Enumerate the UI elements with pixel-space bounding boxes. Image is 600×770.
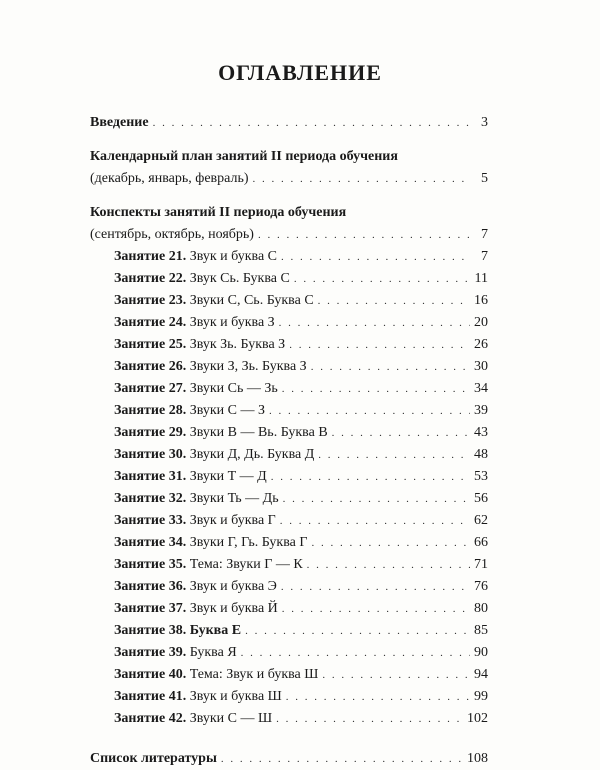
toc-entry-lesson[interactable] [90, 312, 488, 334]
toc-page-number: 20 [474, 315, 488, 330]
leader-dots [307, 554, 470, 576]
toc-entry-label [114, 532, 307, 554]
toc-page-number: 39 [474, 403, 488, 418]
toc-entry-lesson[interactable] [90, 488, 488, 510]
toc-entry-label [114, 378, 278, 400]
toc-entry-label [114, 246, 277, 268]
lesson-title: Звук и буква Г [189, 513, 276, 528]
toc-entry-lesson[interactable] [90, 444, 488, 466]
toc-entry-label [114, 334, 285, 356]
leader-dots [286, 686, 470, 708]
toc-page-number: 85 [474, 623, 488, 638]
leader-dots [153, 112, 470, 134]
toc-page-number: 34 [474, 381, 488, 396]
leader-dots [281, 576, 470, 598]
toc-entry-label [114, 510, 276, 532]
lesson-number: Занятие 39. [114, 645, 187, 660]
lesson-number: Занятие 35. [114, 557, 187, 572]
lesson-title: Звук и буква С [189, 249, 277, 264]
toc-entry-label [114, 400, 265, 422]
toc-entry-label [114, 686, 282, 708]
lesson-number: Занятие 21. [114, 249, 187, 264]
toc-entry-label: (сентябрь, октябрь, ноябрь) [90, 227, 254, 242]
lesson-number: Занятие 26. [114, 359, 187, 374]
toc-page-number: 76 [474, 579, 488, 594]
toc-entry-label [114, 422, 328, 444]
toc-section-heading-calendar: Календарный план занятий II периода обучения [90, 149, 398, 164]
toc-entry-lesson[interactable] [90, 708, 488, 730]
toc-page-number: 80 [474, 601, 488, 616]
toc-page-number: 5 [481, 171, 488, 186]
toc-page-number: 102 [467, 711, 488, 726]
lesson-title: Звуки Сь — Зь [189, 381, 278, 396]
toc-entry-label [114, 444, 314, 466]
lesson-title: Тема: Звук и буква Ш [189, 667, 319, 682]
lesson-number: Занятие 34. [114, 535, 187, 550]
lesson-number: Занятие 30. [114, 447, 187, 462]
lesson-title: Звуки Т — Д [189, 469, 267, 484]
leader-dots [245, 620, 470, 642]
lesson-title: Звук и буква Й [189, 601, 278, 616]
toc-entry-lesson[interactable] [90, 378, 488, 400]
lesson-title: Звуки Г, Гь. Буква Г [189, 535, 308, 550]
lesson-number: Занятие 41. [114, 689, 187, 704]
leader-dots [282, 378, 470, 400]
lesson-title: Звуки В — Вь. Буква В [189, 425, 328, 440]
lesson-number: Занятие 32. [114, 491, 187, 506]
lesson-number: Занятие 24. [114, 315, 187, 330]
lesson-number: Занятие 33. [114, 513, 187, 528]
toc-entry-lesson[interactable] [90, 400, 488, 422]
lesson-list [90, 246, 488, 730]
leader-dots [258, 224, 470, 246]
leader-dots [276, 708, 463, 730]
leader-dots [318, 290, 470, 312]
toc-entry-label [114, 576, 277, 598]
toc-entry-lesson[interactable] [90, 268, 488, 290]
toc-page-number: 48 [474, 447, 488, 462]
toc-entry-lesson[interactable] [90, 334, 488, 356]
leader-dots [283, 488, 470, 510]
toc-entry-lesson[interactable] [90, 356, 488, 378]
toc-page-number: 71 [474, 557, 488, 572]
toc-entry-label [114, 356, 307, 378]
toc-entry-label [114, 620, 241, 642]
toc-entry-lesson[interactable] [90, 664, 488, 686]
toc-entry-label: Введение [90, 115, 149, 130]
toc-page-number: 26 [474, 337, 488, 352]
toc-entry-lesson[interactable] [90, 246, 488, 268]
lesson-title: Звуки Д, Дь. Буква Д [189, 447, 315, 462]
toc-entry-lesson[interactable] [90, 686, 488, 708]
toc-entry-lesson[interactable] [90, 642, 488, 664]
toc-page-number: 90 [474, 645, 488, 660]
lesson-title: Звуки С, Сь. Буква С [189, 293, 314, 308]
lesson-title: Звуки С — Ш [189, 711, 273, 726]
leader-dots [281, 246, 470, 268]
toc-page-number: 11 [474, 271, 488, 286]
leader-dots [279, 312, 470, 334]
lesson-number: Занятие 28. [114, 403, 187, 418]
leader-dots [271, 466, 470, 488]
lesson-number: Занятие 29. [114, 425, 187, 440]
toc-entry-lesson[interactable] [90, 598, 488, 620]
lesson-title: Звук Зь. Буква З [189, 337, 286, 352]
toc-entry-lesson[interactable] [90, 510, 488, 532]
leader-dots [311, 356, 470, 378]
lesson-title: Звук и буква З [189, 315, 275, 330]
toc-entry-lesson[interactable] [90, 554, 488, 576]
toc-page-number: 99 [474, 689, 488, 704]
leader-dots [318, 444, 470, 466]
toc-entry-label [114, 708, 272, 730]
toc-entry-label [114, 488, 279, 510]
lesson-title: Буква Я [189, 645, 237, 660]
lesson-number: Занятие 40. [114, 667, 187, 682]
toc-entry-lesson[interactable] [90, 532, 488, 554]
lesson-title: Звук и буква Ш [189, 689, 282, 704]
leader-dots [289, 334, 470, 356]
lesson-title: Тема: Звуки Г — К [189, 557, 303, 572]
leader-dots [322, 664, 470, 686]
lesson-title: Звуки З, Зь. Буква З [189, 359, 307, 374]
toc-entry-label [114, 554, 303, 576]
lesson-number: Занятие 36. [114, 579, 187, 594]
toc-page-number: 3 [481, 115, 488, 130]
lesson-number: Занятие 42. [114, 711, 187, 726]
leader-dots [294, 268, 470, 290]
lesson-title: Звуки С — З [189, 403, 265, 418]
toc-entry-label [114, 598, 278, 620]
toc-entry-lesson[interactable] [90, 576, 488, 598]
toc-entry-calendar[interactable] [90, 168, 488, 190]
lesson-number: Занятие 22. [114, 271, 187, 286]
toc-page-number: 108 [467, 751, 488, 766]
toc-page-number: 66 [474, 535, 488, 550]
leader-dots [269, 400, 470, 422]
toc-page-number: 43 [474, 425, 488, 440]
lesson-title: Буква Е [189, 623, 242, 638]
lesson-number: Занятие 37. [114, 601, 187, 616]
leader-dots [253, 168, 470, 190]
toc-entry-label [114, 290, 314, 312]
toc-page-number: 62 [474, 513, 488, 528]
toc-entry-bibliography[interactable] [90, 748, 488, 770]
toc-entry-intro[interactable] [90, 112, 488, 134]
toc-entry-label [114, 664, 318, 686]
toc-page-number: 53 [474, 469, 488, 484]
toc-page-number: 7 [481, 227, 488, 242]
page-title: ОГЛАВЛЕНИЕ [218, 60, 382, 85]
leader-dots [280, 510, 470, 532]
toc-page-number: 94 [474, 667, 488, 682]
lesson-number: Занятие 31. [114, 469, 187, 484]
lesson-number: Занятие 38. [114, 623, 187, 638]
toc-entry-lesson[interactable] [90, 466, 488, 488]
lesson-number: Занятие 25. [114, 337, 187, 352]
lesson-title: Звук и буква Э [189, 579, 277, 594]
lesson-number: Занятие 27. [114, 381, 187, 396]
toc-entry-lesson[interactable] [90, 620, 488, 642]
toc-entry-outlines[interactable] [90, 224, 488, 246]
leader-dots [332, 422, 470, 444]
lesson-number: Занятие 23. [114, 293, 187, 308]
leader-dots [311, 532, 470, 554]
toc-entry-label [114, 268, 290, 290]
table-of-contents [90, 112, 488, 770]
leader-dots [241, 642, 470, 664]
toc-page-number: 30 [474, 359, 488, 374]
toc-entry-label [114, 312, 275, 334]
toc-entry-lesson[interactable] [90, 422, 488, 444]
toc-section-heading-outlines: Конспекты занятий II периода обучения [90, 205, 347, 220]
toc-page-number: 16 [474, 293, 488, 308]
lesson-title: Звуки Ть — Дь [189, 491, 279, 506]
toc-entry-label: Список литературы [90, 751, 217, 766]
toc-page-number: 7 [481, 249, 488, 264]
toc-entry-label: (декабрь, январь, февраль) [90, 171, 249, 186]
toc-entry-label [114, 466, 267, 488]
toc-entry-lesson[interactable] [90, 290, 488, 312]
toc-page-number: 56 [474, 491, 488, 506]
leader-dots [221, 748, 463, 770]
lesson-title: Звук Сь. Буква С [189, 271, 290, 286]
leader-dots [282, 598, 470, 620]
toc-entry-label [114, 642, 237, 664]
